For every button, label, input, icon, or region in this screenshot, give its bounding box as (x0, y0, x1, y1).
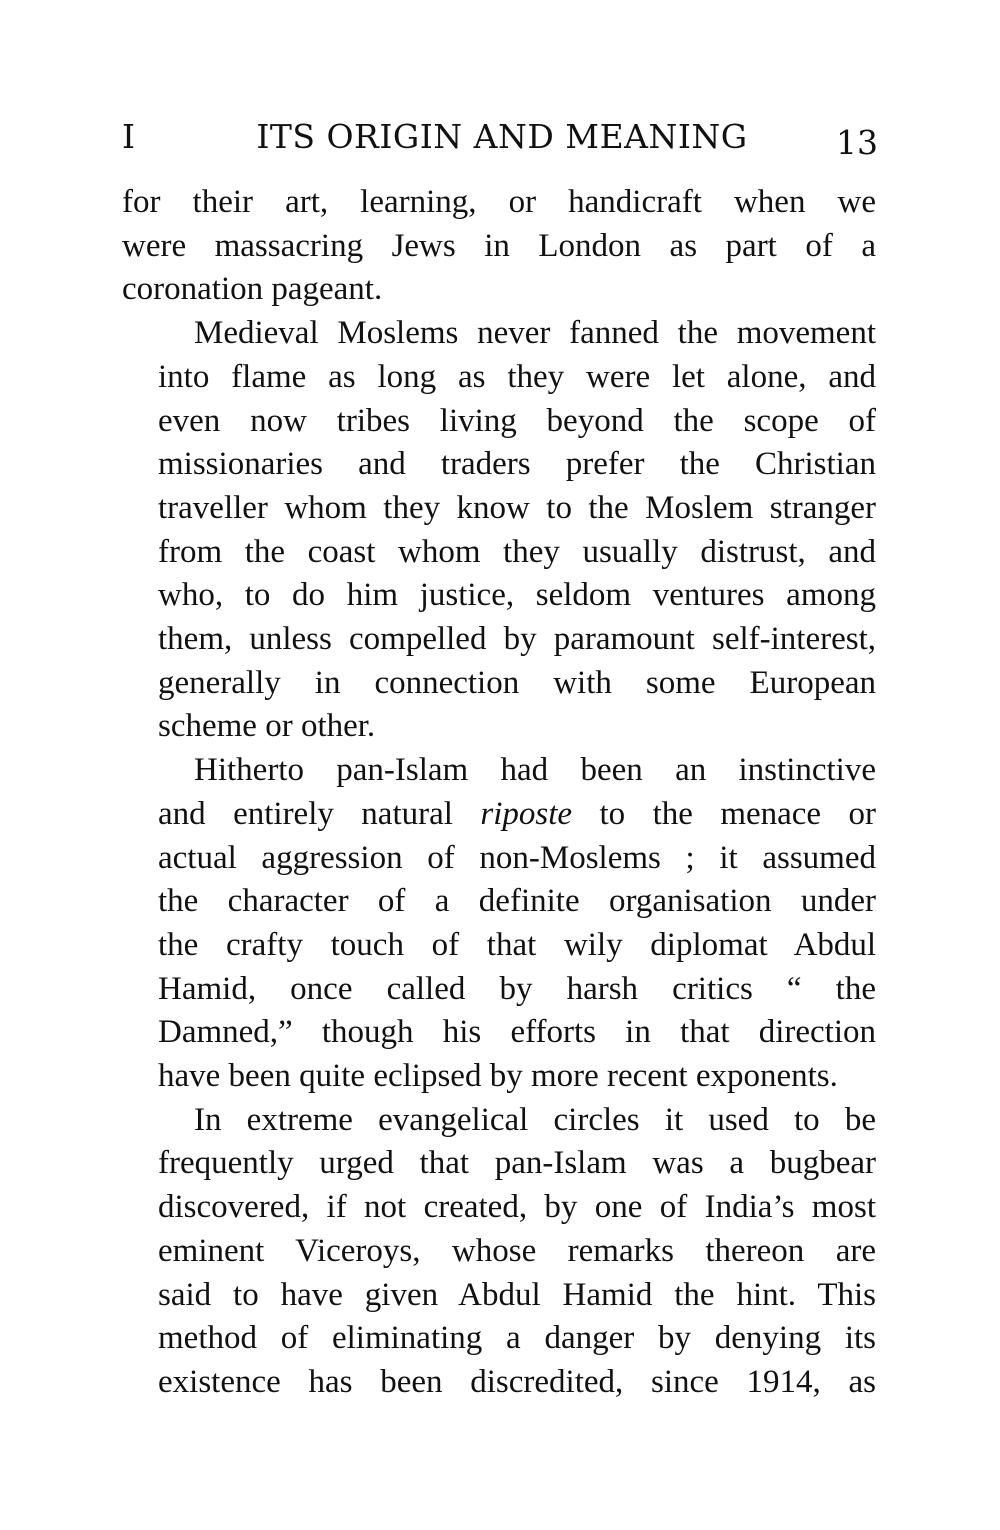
chapter-number: I (122, 117, 136, 156)
text-line: Medieval Moslems never fanned the movement (194, 315, 876, 352)
paragraph-2 (122, 312, 876, 749)
text-line: the character of a definite organisation under (158, 883, 876, 920)
italic-word: riposte (480, 795, 573, 832)
running-header (122, 112, 882, 162)
paragraph-4 (122, 1099, 876, 1405)
text-line: Hamid, once called by harsh critics “ the (158, 970, 876, 1007)
text-line: existence has been discredited, since 1914, as (158, 1363, 876, 1400)
text-line: scheme or other. (158, 708, 376, 745)
text-line: Damned,” though his efforts in that direction (158, 1014, 876, 1051)
text-line: method of eliminating a danger by denying its (158, 1320, 876, 1357)
text-segment: to the menace or (599, 795, 876, 832)
text-line: them, unless compelled by paramount self-interest, (158, 621, 876, 658)
text-line: even now tribes living beyond the scope of (158, 402, 876, 439)
text-line: from the coast whom they usually distrust, and (158, 533, 876, 570)
text-line: said to have given Abdul Hamid the hint. This (158, 1276, 876, 1313)
text-line: discovered, if not created, by one of India’s most (158, 1189, 876, 1226)
text-line: for their art, learning, or handicraft when we (122, 184, 876, 220)
body-text (122, 181, 876, 1405)
text-line: Hitherto pan-Islam had been an instinctive (194, 752, 876, 789)
text-line: who, to do him justice, seldom ventures among (158, 577, 876, 614)
text-line: frequently urged that pan-Islam was a bugbear (158, 1145, 876, 1182)
paragraph-3 (122, 749, 876, 1099)
text-line: generally in connection with some European (158, 664, 876, 701)
paragraph-1 (122, 181, 876, 312)
text-line: have been quite eclipsed by more recent exponents. (158, 1058, 838, 1095)
text-line: eminent Viceroys, whose remarks thereon are (158, 1232, 876, 1269)
text-line: coronation pageant. (122, 271, 383, 308)
page-number: 13 (836, 123, 878, 162)
text-line: traveller whom they know to the Moslem stranger (158, 489, 876, 526)
text-line (122, 793, 876, 837)
text-line: the crafty touch of that wily diplomat Abdul (158, 926, 876, 963)
text-line: into flame as long as they were let alone, and (158, 358, 876, 395)
text-line: actual aggression of non-Moslems ; it assumed (158, 839, 876, 876)
text-line: In extreme evangelical circles it used to be (194, 1101, 876, 1138)
text-line: missionaries and traders prefer the Christian (158, 446, 876, 483)
running-title: ITS ORIGIN AND MEANING (256, 117, 748, 156)
text-line: were massacring Jews in London as part of a (122, 227, 876, 264)
text-segment: and entirely natural (158, 795, 453, 832)
